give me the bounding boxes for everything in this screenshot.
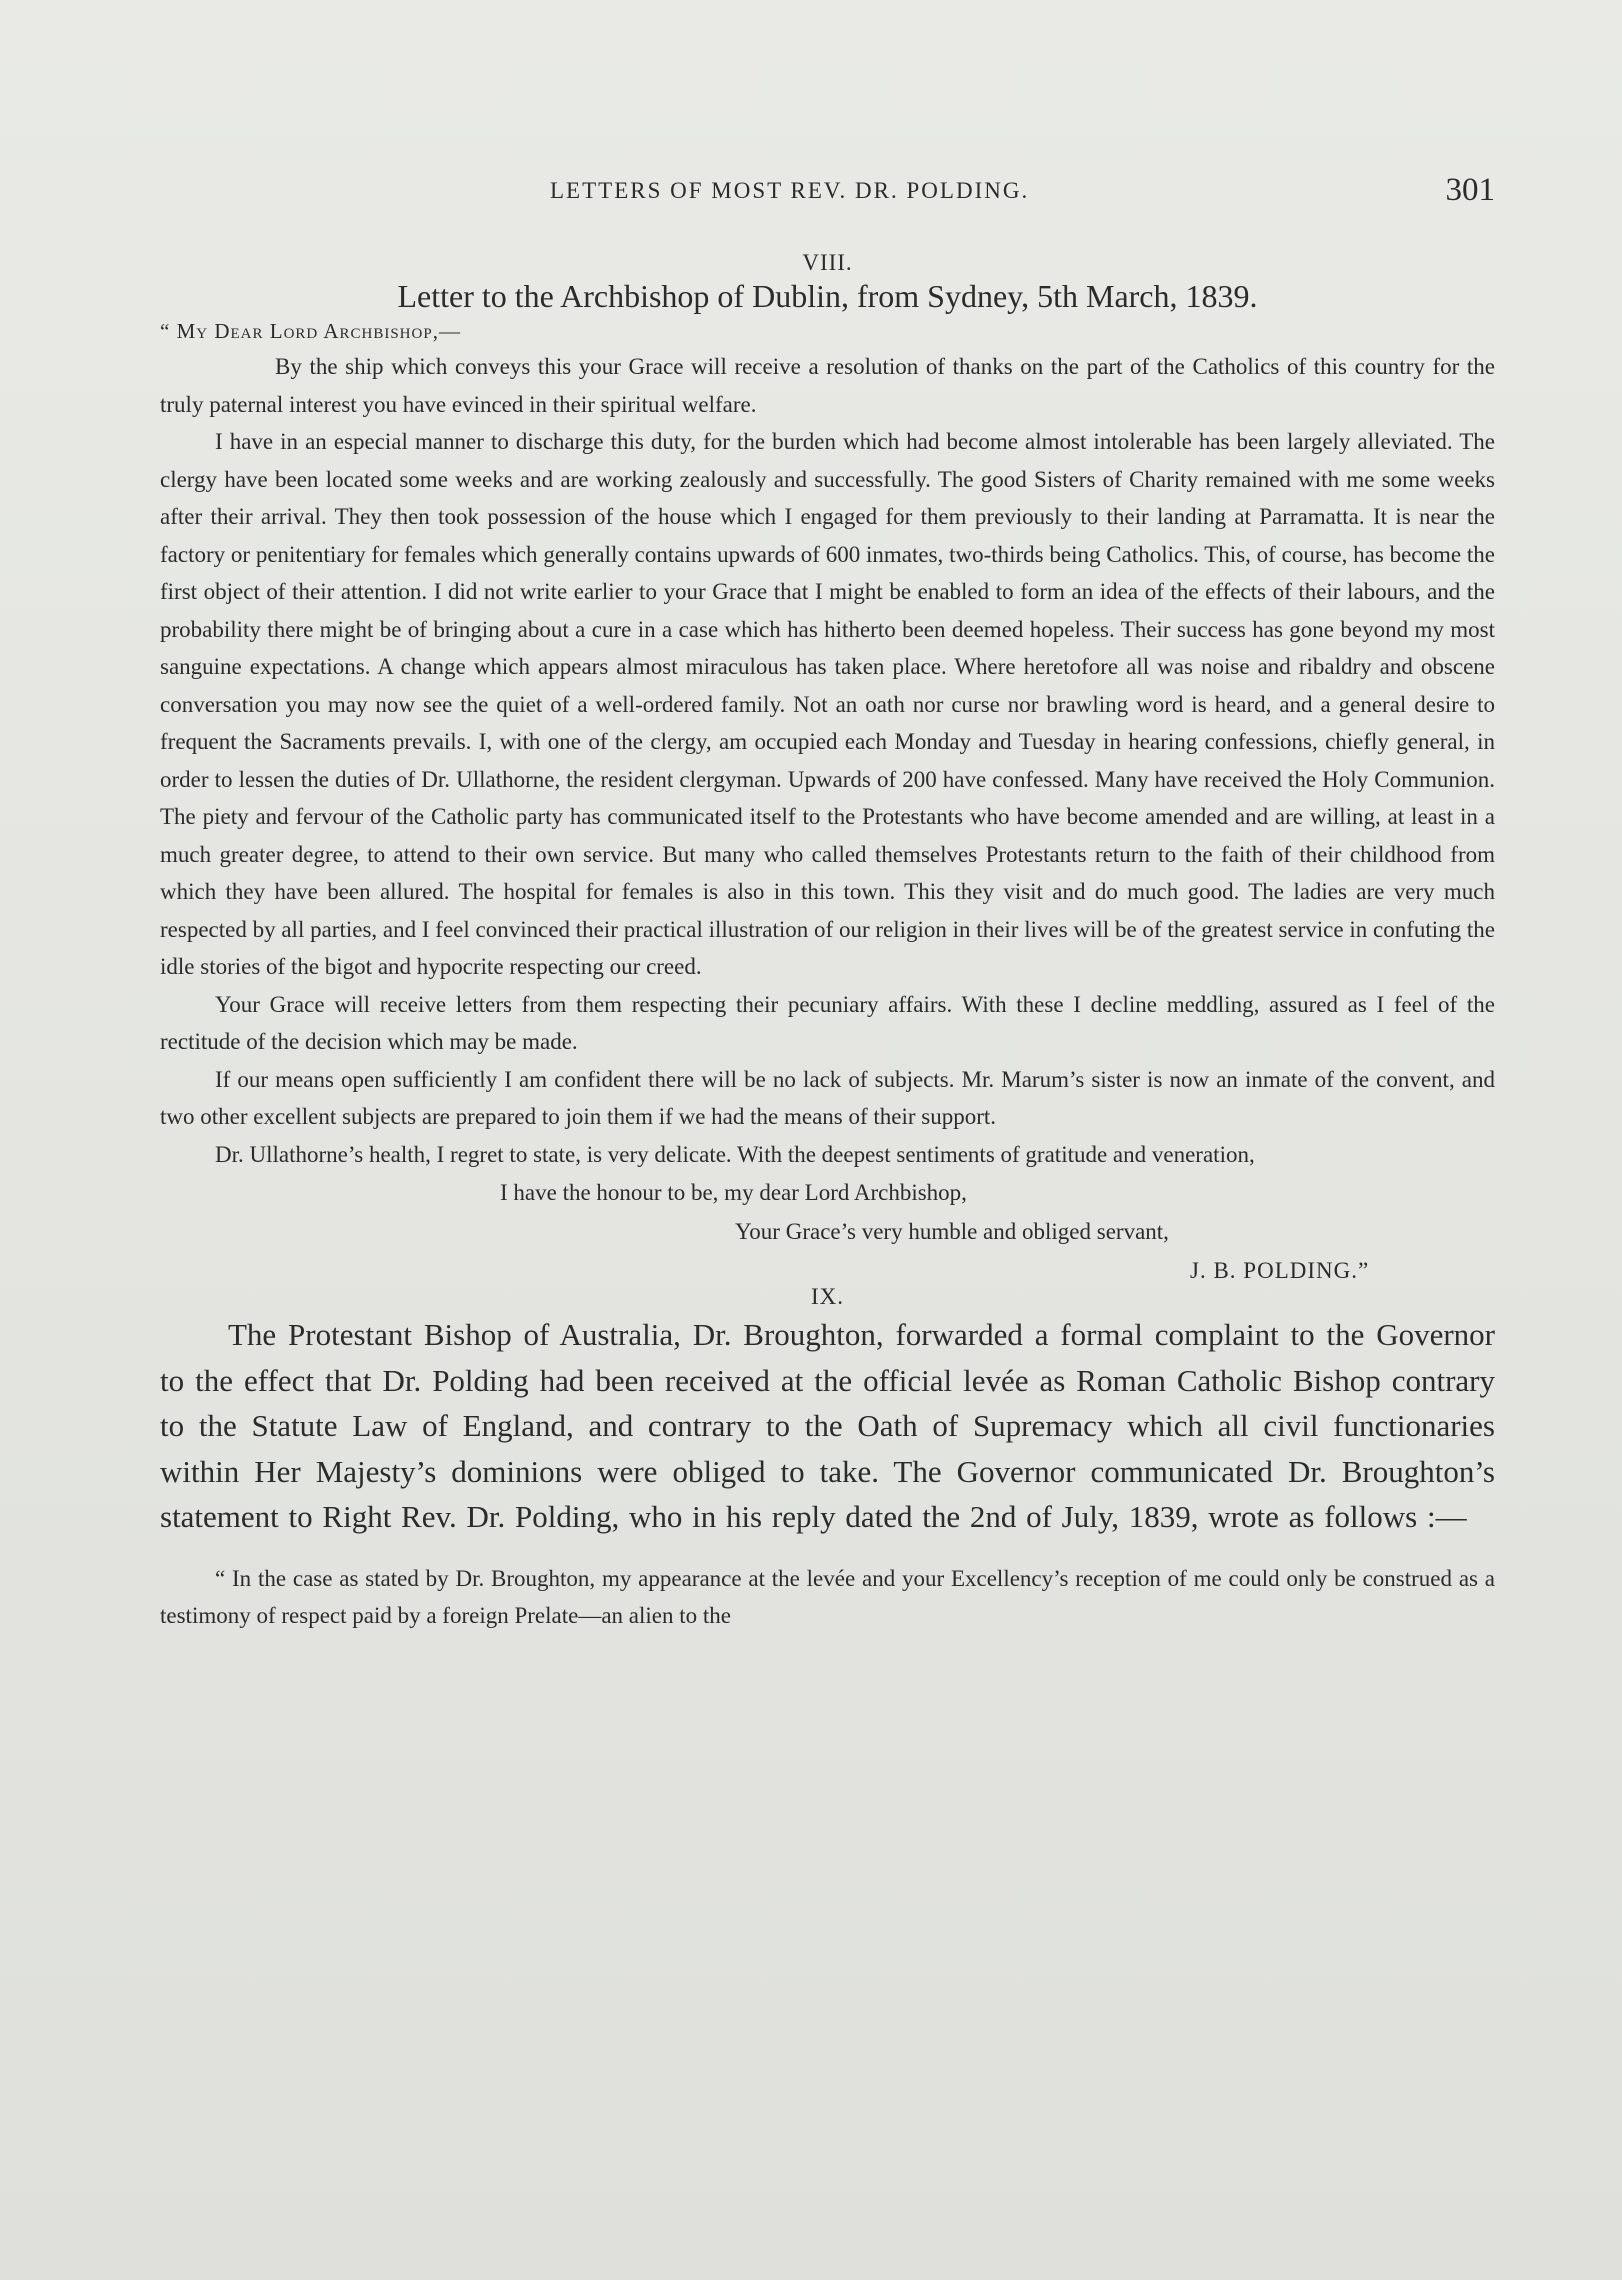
page-number: 301	[1445, 172, 1495, 208]
closing-line: I have the honour to be, my dear Lord Archbishop,	[500, 1180, 967, 1205]
page-content	[160, 250, 1495, 1634]
letter-paragraph: Dr. Ullathorne’s health, I regret to state, is very delicate. With the deepest sentiments of gratitude and veneration,	[215, 1141, 1255, 1167]
letter-body	[160, 348, 1495, 1173]
letter-closing	[160, 1173, 1495, 1290]
letter-title: Letter to the Archbishop of Dublin, from Sydney, 5th March, 1839.	[397, 278, 1258, 314]
quoted-reply	[160, 1560, 1495, 1634]
running-title: LETTERS OF MOST REV. DR. POLDING.	[550, 178, 1030, 203]
section-number-viii: VIII.	[802, 250, 853, 275]
section-number-ix: IX.	[810, 1284, 845, 1309]
closing-line: Your Grace’s very humble and obliged servant,	[735, 1219, 1169, 1244]
salutation: “ My Dear Lord Archbishop,—	[160, 319, 461, 343]
letter-paragraph: If our means open sufficiently I am confident there will be no lack of subjects. Mr. Marum’s sister is now an inmate of the convent, and two other excellent subjects are prepared to join them if we had the means of their support.	[160, 1066, 1495, 1129]
letter-paragraph: I have in an especial manner to discharge this duty, for the burden which had become almost intolerable has been largely alleviated. The clergy have been located some weeks and are working zealously and successfully. The good Sisters of Charity remained with me some weeks after their arrival. They then took possession of the house which I engaged for them previously to their landing at Parramatta. It is near the factory or penitentiary for females which generally contains upwards of 600 inmates, two-thirds being Catholics. This, of course, has become the first object of their attention. I did not write earlier to your Grace that I might be enabled to form an idea of the effects of their labours, and the probability there might be of bringing about a cure in a case which has hitherto been deemed hopeless. Their success has gone beyond my most sanguine expectations. A change which appears almost miraculous has taken place. Where heretofore all was noise and ribaldry and obscene conversation you may now see the quiet of a well-ordered family. Not an oath nor curse nor brawling word is heard, and a general desire to frequent the Sacraments prevails. I, with one of the clergy, am occupied each Monday and Tuesday in hearing confessions, chiefly general, in order to lessen the duties of Dr. Ullathorne, the resident clergyman. Upwards of 200 have confessed. Many have received the Holy Communion. The piety and fervour of the Catholic party has communicated itself to the Protestants who have become amended and are willing, at least in a much greater degree, to attend to their own service. But many who called themselves Protestants return to the faith of their childhood from which they have been allured. The hospital for females is also in this town. This they visit and do much good. The ladies are very much respected by all parties, and I feel convinced their practical illustration of our religion in their lives will be of the greatest service in confuting the idle stories of the bigot and hypocrite respecting our creed.	[160, 429, 1495, 979]
narrative-body	[160, 1312, 1495, 1540]
letter-paragraph: By the ship which conveys this your Grace will receive a resolution of thanks on the part of the Catholics of this country for the truly paternal interest you have evinced in their spiritual welfare.	[160, 354, 1495, 417]
signature: J. B. POLDING.”	[1190, 1258, 1370, 1283]
page-header	[160, 172, 1495, 222]
quote-paragraph: “ In the case as stated by Dr. Broughton, my appearance at the levée and your Excellency’s reception of me could only be construed as a testimony of respect paid by a foreign Prelate—an alien to the	[160, 1565, 1495, 1628]
letter-paragraph: Your Grace will receive letters from them respecting their pecuniary affairs. With these I decline meddling, assured as I feel of the rectitude of the decision which may be made.	[160, 991, 1495, 1054]
narrative-paragraph: The Protestant Bishop of Australia, Dr. Broughton, forwarded a formal complaint to the Governor to the effect that Dr. Polding had been received at the official levée as Roman Catholic Bishop contrary to the Statute Law of England, and contrary to the Oath of Supremacy which all civil functionaries within Her Majesty’s dominions were obliged to take. The Governor communicated Dr. Broughton’s statement to Right Rev. Dr. Polding, who in his reply dated the 2nd of July, 1839, wrote as follows :—	[160, 1317, 1495, 1534]
